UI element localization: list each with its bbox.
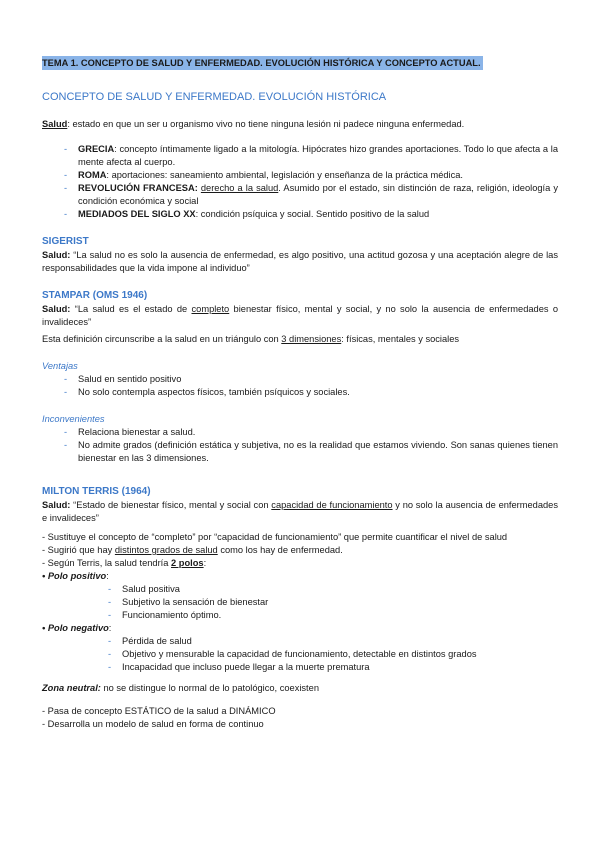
list-item: - Funcionamiento óptimo. bbox=[42, 609, 558, 622]
sigerist-heading: SIGERIST bbox=[42, 236, 89, 247]
terris-definition: Salud: “Estado de bienestar físico, mental y social con capacidad de funcionamiento y no solo la ausencia de enfermedades e invalideces” bbox=[42, 500, 559, 523]
list-item: - Salud en sentido positivo bbox=[42, 373, 558, 386]
polo-positivo-list bbox=[42, 583, 558, 622]
terris-heading: MILTON TERRIS (1964) bbox=[42, 486, 151, 497]
inconvenientes-heading: Inconvenientes bbox=[42, 414, 105, 424]
stampar-definition: Salud: “La salud es el estado de completo bienestar físico, mental y social, y no solo la ausencia de enfermedades o invalideces” bbox=[42, 304, 559, 327]
sigerist-definition: Salud: “La salud no es solo la ausencia de enfermedad, es algo positivo, una actitud gozosa y una aceptación alegre de las responsabilidades que la vida impone al individuo” bbox=[42, 250, 558, 273]
list-item: - No admite grados (definición estática y subjetiva, no es la realidad que estamos viviendo. Son sanas quienes tienen bienestar en las 3 dimensiones. bbox=[42, 439, 558, 465]
ventajas-list bbox=[42, 373, 558, 399]
stampar-dimensions: Esta definición circunscribe a la salud en un triángulo con 3 dimensiones: físicas, mentales y sociales bbox=[42, 334, 460, 344]
ventajas-heading: Ventajas bbox=[42, 361, 78, 371]
polo-negativo-label: • Polo negativo: bbox=[42, 623, 112, 633]
inconvenientes-list bbox=[42, 426, 558, 465]
list-item: - Objetivo y mensurable la capacidad de funcionamiento, detectable en distintos grados bbox=[42, 648, 558, 661]
document-title: TEMA 1. CONCEPTO DE SALUD Y ENFERMEDAD. EVOLUCIÓN HISTÓRICA Y CONCEPTO ACTUAL. bbox=[42, 58, 481, 68]
final-line-1: - Pasa de concepto ESTÁTICO de la salud a DINÁMICO bbox=[42, 706, 276, 716]
salud-label: Salud bbox=[42, 119, 68, 129]
list-item-roma: - ROMA: aportaciones: saneamiento ambiental, legislación y enseñanza de la práctica médica. bbox=[42, 169, 558, 182]
polo-negativo-list bbox=[42, 635, 558, 674]
salud-text: : estado en que un ser u organismo vivo no tiene ninguna lesión ni padece ninguna enfermedad. bbox=[67, 119, 465, 129]
document-page bbox=[42, 56, 558, 731]
terris-line-2: - Sugirió que hay distintos grados de salud como los hay de enfermedad. bbox=[42, 545, 343, 555]
historical-list bbox=[42, 143, 558, 221]
zona-neutral: Zona neutral: no se distingue lo normal de lo patológico, coexisten bbox=[42, 683, 319, 693]
final-line-2: - Desarrolla un modelo de salud en forma de continuo bbox=[42, 719, 264, 729]
list-item: - Salud positiva bbox=[42, 583, 558, 596]
list-item: - Pérdida de salud bbox=[42, 635, 558, 648]
salud-definition bbox=[42, 118, 558, 131]
list-item-revolucion: - REVOLUCIÓN FRANCESA: derecho a la salud. Asumido por el estado, sin distinción de raza, religión, ideología y condición económica y social bbox=[42, 182, 558, 208]
list-item-siglo-xx: - MEDIADOS DEL SIGLO XX: condición psíquica y social. Sentido positivo de la salud bbox=[42, 208, 558, 221]
list-item: - Relaciona bienestar a salud. bbox=[42, 426, 558, 439]
polo-positivo-label: • Polo positivo: bbox=[42, 571, 109, 581]
terris-line-3: - Según Terris, la salud tendría 2 polos: bbox=[42, 558, 207, 568]
section-heading-concepto: CONCEPTO DE SALUD Y ENFERMEDAD. EVOLUCIÓN HISTÓRICA bbox=[42, 91, 387, 103]
list-item-grecia: - GRECIA: concepto íntimamente ligado a la mitología. Hipócrates hizo grandes aportaciones. Todo lo que afecta a la mente afecta al cuerpo. bbox=[42, 143, 558, 169]
list-item: - Subjetivo la sensación de bienestar bbox=[42, 596, 558, 609]
list-item: - Incapacidad que incluso puede llegar a la muerte prematura bbox=[42, 661, 558, 674]
stampar-heading: STAMPAR (OMS 1946) bbox=[42, 290, 148, 301]
terris-line-1: - Sustituye el concepto de “completo” por “capacidad de funcionamiento” que permite cuantificar el nivel de salud bbox=[42, 532, 508, 542]
list-item: - No solo contempla aspectos físicos, también psíquicos y sociales. bbox=[42, 386, 558, 399]
